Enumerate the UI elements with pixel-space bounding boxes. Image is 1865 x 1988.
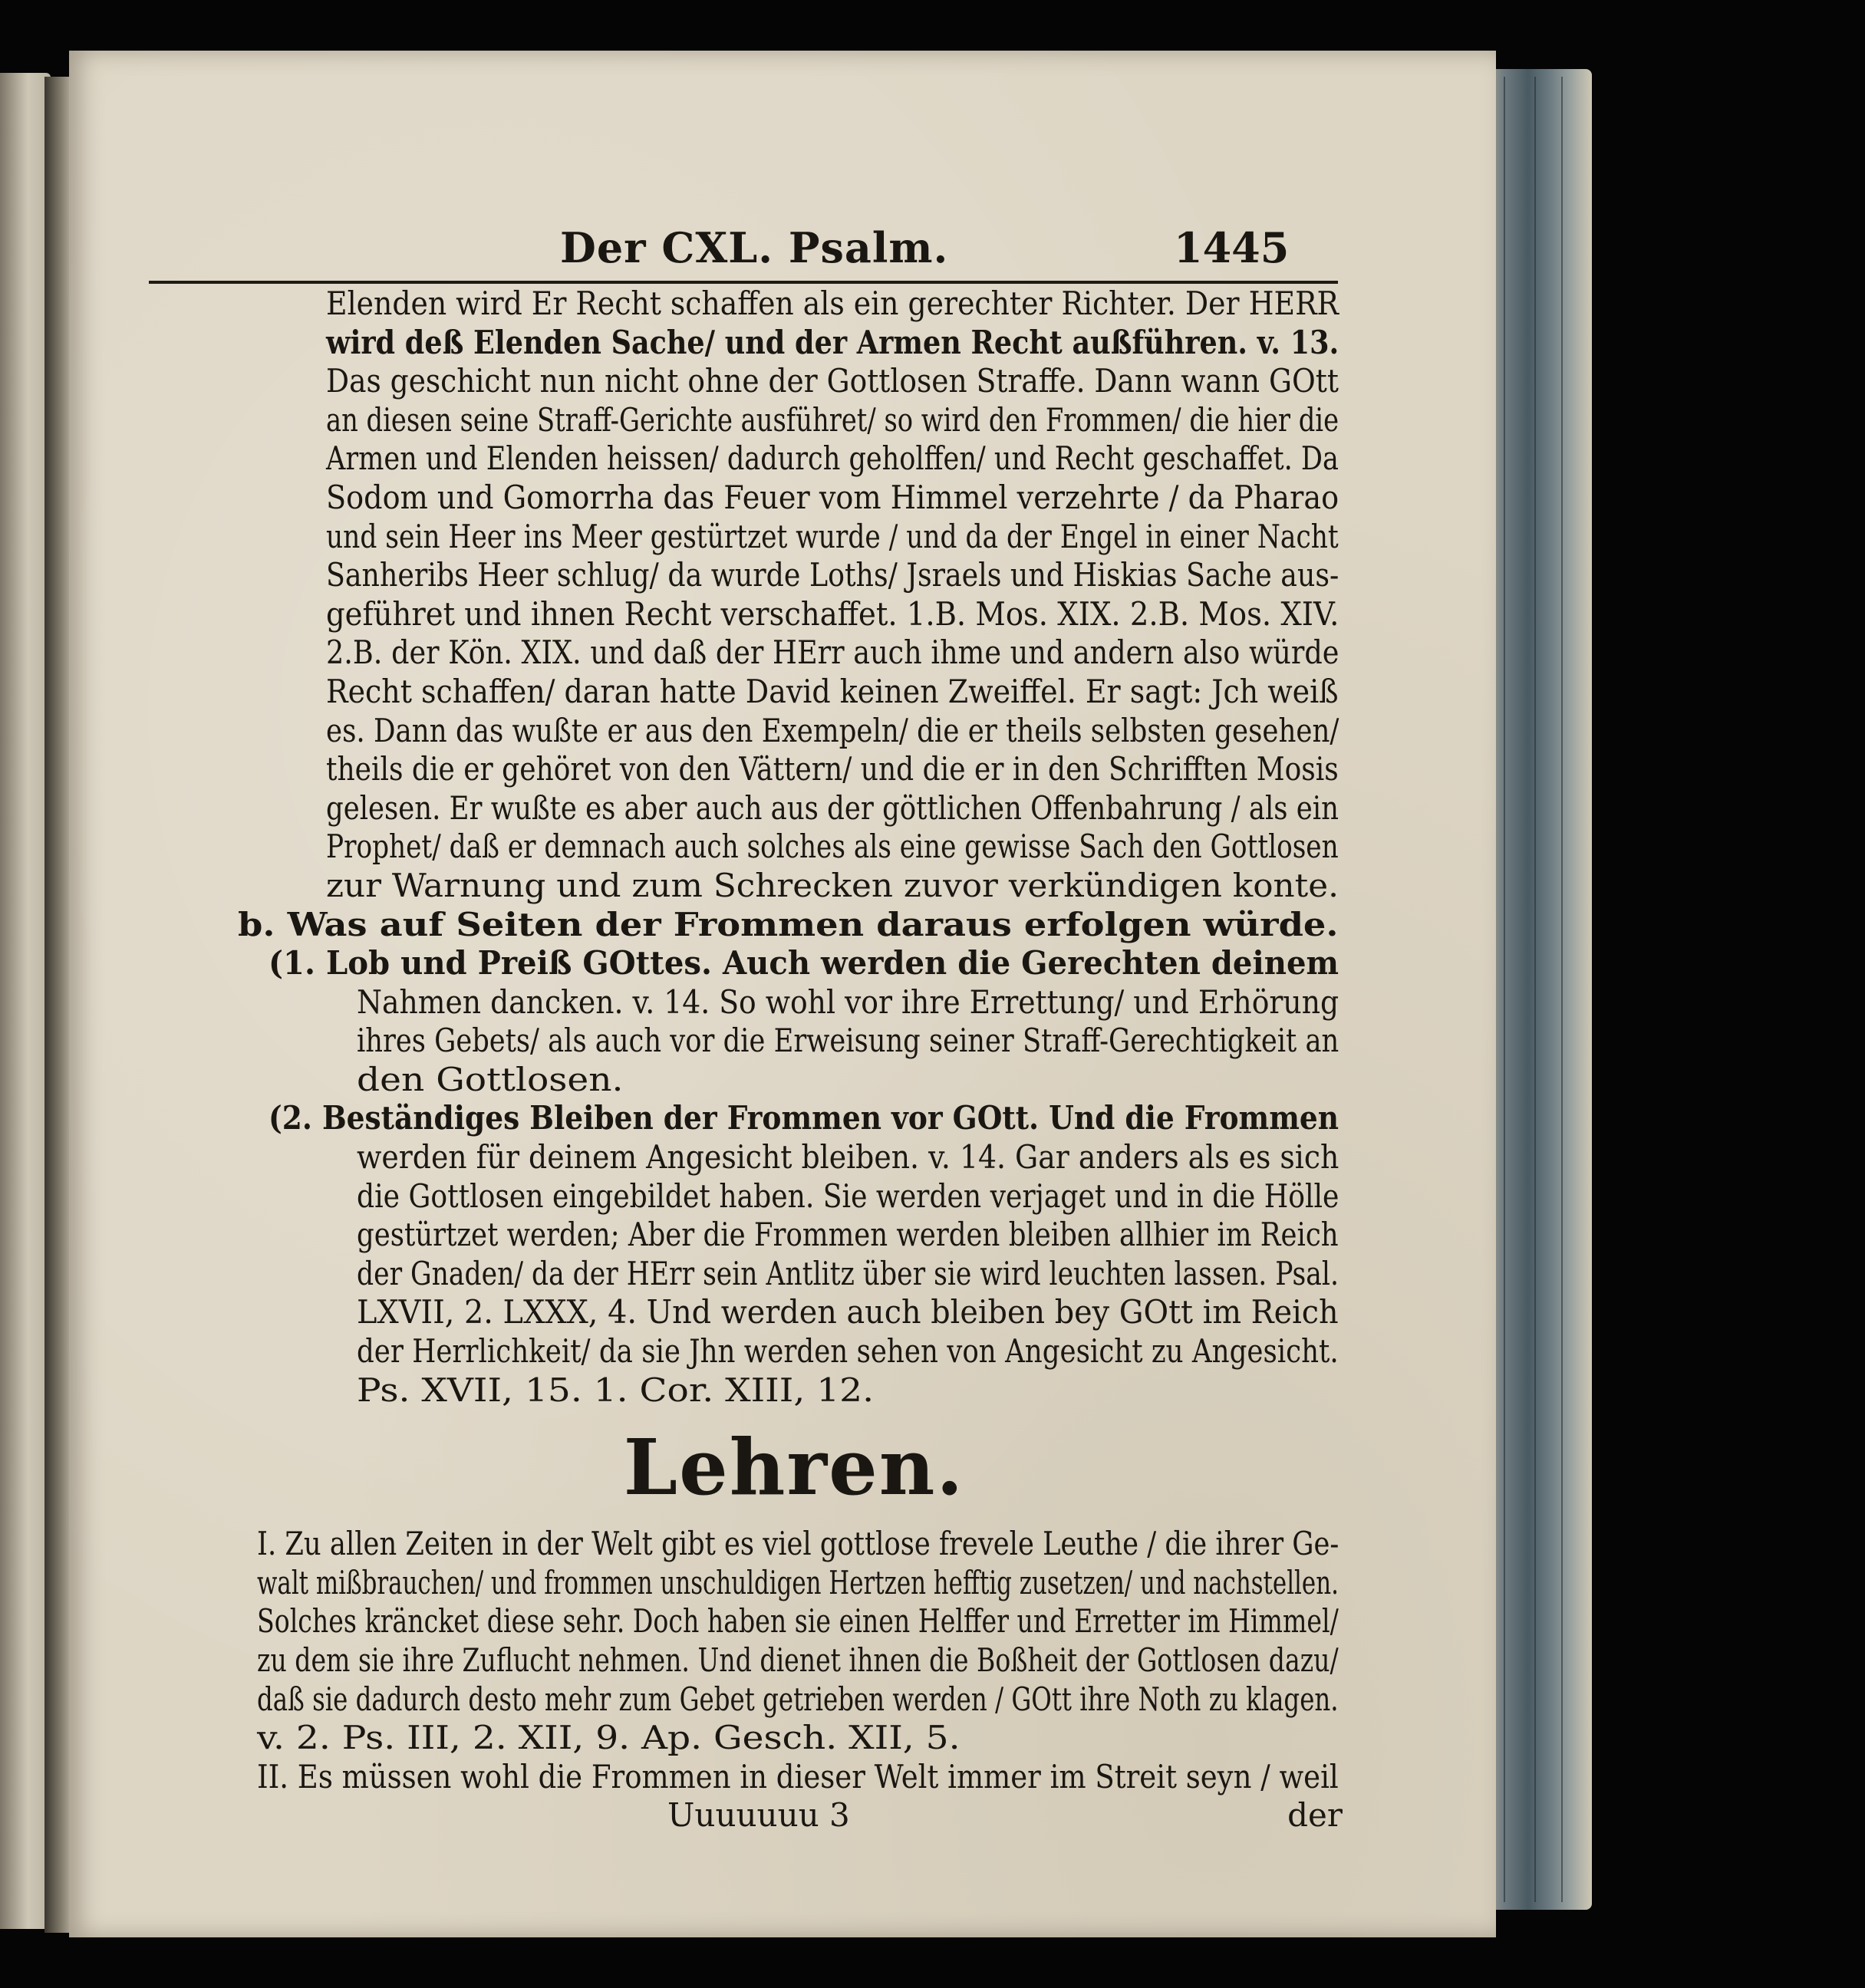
text-line: gelesen. Er wußte es aber auch aus der göttlichen Offenbahrung / als ein xyxy=(326,788,1339,827)
text-line: daß sie dadurch desto mehr zum Gebet getrieben werden / GOtt ihre Noth zu klagen. xyxy=(257,1680,1339,1718)
left-page-edge xyxy=(0,73,51,1929)
text-line: (2. Beständiges Bleiben der Frommen vor GOtt. Und die Frommen xyxy=(269,1099,1339,1137)
text-line: Prophet/ daß er demnach auch solches als eine gewisse Sach den Gottlosen xyxy=(326,828,1339,866)
page-edge-line xyxy=(1504,77,1505,1902)
text-line: Ps. XVII, 15. 1. Cor. XIII, 12. xyxy=(357,1371,875,1409)
text-line: es. Dann das wußte er aus den Exempeln/ die er theils selbsten gesehen/ xyxy=(326,711,1339,749)
text-line: Recht schaffen/ daran hatte David keinen Zweiffel. Er sagt: Jch weiß xyxy=(326,672,1339,710)
text-line: Armen und Elenden heissen/ dadurch geholffen/ und Recht geschaffet. Da xyxy=(326,439,1339,478)
text-line: II. Es müssen wohl die Frommen in dieser Welt immer im Streit seyn / weil xyxy=(257,1757,1339,1795)
text-line: 2.B. der Kön. XIX. und daß der HErr auch ihme und andern also würde xyxy=(326,634,1339,672)
text-line: zu dem sie ihre Zuflucht nehmen. Und dienet ihnen die Boßheit der Gottlosen dazu/ xyxy=(257,1641,1339,1679)
text-line: Nahmen dancken. v. 14. So wohl vor ihre Errettung/ und Erhörung xyxy=(357,982,1339,1021)
signature-mark: Uuuuuuu 3 xyxy=(667,1796,850,1835)
paragraph-commentary xyxy=(138,285,1343,906)
list-item-remaining xyxy=(138,1099,1343,1410)
text-line: an diesen seine Straff-Gerichte ausführet/ so wird den Frommen/ die hier die xyxy=(326,400,1339,439)
text-line: der Herrlichkeit/ da sie Jhn werden sehen von Angesicht zu Angesicht. xyxy=(357,1332,1339,1371)
page-edge-line xyxy=(1561,77,1563,1902)
text-line: gestürtzet werden; Aber die Frommen werden bleiben allhier im Reich xyxy=(357,1216,1339,1254)
section-title: Lehren. xyxy=(623,1422,965,1513)
catchword: der xyxy=(1287,1796,1343,1835)
text-line: walt mißbrauchen/ und frommen unschuldigen Hertzen hefftig zusetzen/ und nachstellen. xyxy=(257,1563,1339,1601)
text-line: I. Zu allen Zeiten in der Welt gibt es viel gottlose frevele Leuthe / die ihrer Ge- xyxy=(257,1525,1339,1563)
lehre-two xyxy=(138,1758,1343,1797)
text-line: LXVII, 2. LXXX, 4. Und werden auch bleiben bey GOtt im Reich xyxy=(357,1293,1339,1331)
text-line: Elenden wird Er Recht schaffen als ein gerechter Richter. Der HERR xyxy=(326,285,1339,322)
subsection-heading: b. Was auf Seiten der Frommen daraus erfolgen würde. xyxy=(238,905,1339,943)
text-line: Sanheribs Heer schlug/ da wurde Loths/ Jsraels und Hiskias Sache aus- xyxy=(326,556,1339,594)
page-footer xyxy=(138,1796,1343,1835)
header-rule xyxy=(149,281,1338,284)
text-line: ihres Gebets/ als auch vor die Erweisung seiner Straff-Gerechtigkeit an xyxy=(357,1022,1339,1060)
text-line: die Gottlosen eingebildet haben. Sie werden verjaget und in die Hölle xyxy=(357,1177,1339,1215)
text-line: den Gottlosen. xyxy=(357,1060,624,1098)
running-head xyxy=(69,223,1496,277)
text-line: geführet und ihnen Recht verschaffet. 1.B. Mos. XIX. 2.B. Mos. XIV. xyxy=(326,594,1339,633)
page-edge-line xyxy=(1534,77,1536,1902)
text-line: zur Warnung und zum Schrecken zuvor verkündigen konte. xyxy=(326,866,1339,904)
text-line: der Gnaden/ da der HErr sein Antlitz über sie wird leuchten lassen. Psal. xyxy=(357,1254,1339,1292)
text-line: wird deß Elenden Sache/ und der Armen Recht außführen. v. 13. xyxy=(326,323,1339,361)
text-line: werden für deinem Angesicht bleiben. v. 14. Gar anders als es sich xyxy=(357,1138,1339,1177)
text-line: theils die er gehöret von den Vättern/ und die er in den Schrifften Mosis xyxy=(326,750,1339,788)
text-line: (1. Lob und Preiß GOttes. Auch werden die Gerechten deinem xyxy=(269,944,1339,982)
text-line: v. 2. Ps. III, 2. XII, 9. Ap. Gesch. XII, 5. xyxy=(257,1719,961,1757)
text-line: Solches kräncket diese sehr. Doch haben sie einen Helffer und Erretter im Himmel/ xyxy=(257,1602,1339,1641)
text-line: Sodom und Gomorrha das Feuer vom Himmel verzehrte / da Pharao xyxy=(326,478,1339,516)
list-item-praise xyxy=(138,944,1343,1099)
body-text xyxy=(138,285,1343,1835)
text-line: Das geschicht nun nicht ohne der Gottlosen Straffe. Dann wann GOtt xyxy=(326,362,1339,400)
running-head-title: Der CXL. Psalm. xyxy=(560,223,949,272)
text-line: und sein Heer ins Meer gestürtzet wurde / und da der Engel in einer Nacht xyxy=(326,517,1339,555)
lehre-one xyxy=(138,1525,1343,1758)
page-number: 1445 xyxy=(1174,223,1290,272)
book-page xyxy=(69,51,1496,1937)
